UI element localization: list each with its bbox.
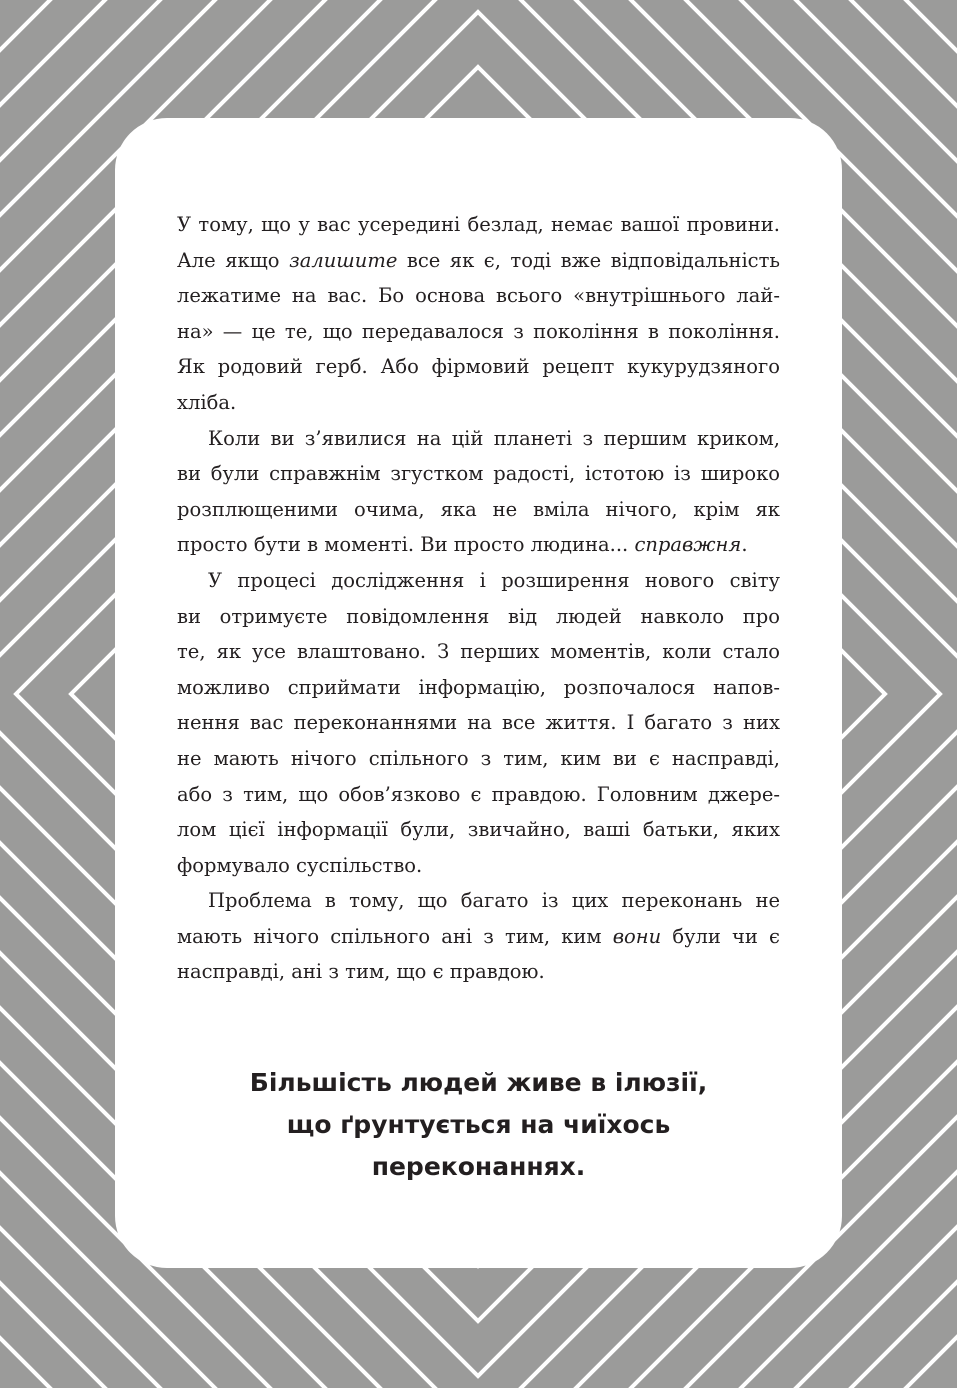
text-line (177, 670, 780, 706)
paragraph (177, 563, 780, 883)
text-run: розплющеними очима, яка не вміла нічого, крім як (177, 497, 780, 521)
text-run: все як є, тоді вже відповідальність (397, 248, 781, 272)
text-run: Коли ви з’явилися на цій планеті з першим криком, (208, 426, 780, 450)
text-line (177, 527, 780, 563)
text-run: ви отримуєте повідомлення від людей навколо про (177, 604, 780, 628)
text-line (177, 492, 780, 528)
text-line (177, 385, 780, 421)
italic-word: залишите (289, 248, 398, 272)
pull-quote (115, 1062, 842, 1188)
text-line (177, 599, 780, 635)
text-run: нення вас переконаннями на все життя. І багато з них (177, 711, 780, 735)
text-line (177, 812, 780, 848)
text-run: Але якщо (177, 248, 290, 272)
text-run: лежатиме на вас. Бо основа всього «внутрішнього лай- (177, 284, 780, 308)
text-line (177, 883, 780, 919)
text-run: Як родовий герб. Або фірмовий рецепт кукурудзяного (177, 355, 780, 379)
text-run: або з тим, що обов’язково є правдою. Головним джере- (177, 782, 780, 806)
text-run: можливо сприймати інформацію, розпочалося напов- (177, 675, 780, 699)
text-run: мають нічого спільного ані з тим, ким (177, 924, 613, 948)
paragraph (177, 421, 780, 563)
pull-quote-line: що ґрунтується на чиїхось (286, 1110, 671, 1139)
text-run: формувало суспільство. (177, 853, 423, 877)
text-line (177, 919, 780, 955)
text-line (177, 243, 780, 279)
pull-quote-line: переконаннях. (371, 1152, 586, 1181)
text-run: хліба. (177, 390, 237, 414)
text-run: . (741, 533, 748, 557)
text-run: не мають нічого спільного з тим, ким ви є насправді, (177, 746, 780, 770)
text-line (177, 207, 780, 243)
text-run: Проблема в тому, що багато із цих переконань не (208, 889, 780, 913)
text-run: на» — це те, що передавалося з покоління в покоління. (177, 319, 780, 343)
body-text (177, 207, 780, 990)
paragraph (177, 207, 780, 421)
text-line (177, 456, 780, 492)
text-line (177, 349, 780, 385)
pull-quote-line: Більшість людей живе в ілюзії, (249, 1068, 708, 1097)
text-line (177, 278, 780, 314)
text-line (177, 634, 780, 670)
italic-word: вони (612, 924, 662, 948)
text-run: просто бути в моменті. Ви просто людина... (177, 533, 635, 557)
text-run: були чи є (661, 924, 780, 948)
italic-word: справжня (634, 533, 742, 557)
text-line (177, 421, 780, 457)
text-run: лом цієї інформації були, звичайно, ваші батьки, яких (177, 818, 780, 842)
text-line (177, 848, 780, 884)
text-line (177, 954, 780, 990)
text-run: У процесі дослідження і розширення нового світу (208, 568, 780, 592)
text-line (177, 563, 780, 599)
paragraph (177, 883, 780, 990)
text-line (177, 777, 780, 813)
text-run: ви були справжнім згустком радості, істотою із широко (177, 462, 780, 486)
text-run: те, як усе влаштовано. З перших моментів, коли стало (177, 640, 780, 664)
text-line (177, 741, 780, 777)
text-line (177, 705, 780, 741)
text-run: насправді, ані з тим, що є правдою. (177, 960, 545, 984)
text-run: У тому, що у вас усередині безлад, немає вашої провини. (177, 213, 780, 236)
text-line (177, 314, 780, 350)
